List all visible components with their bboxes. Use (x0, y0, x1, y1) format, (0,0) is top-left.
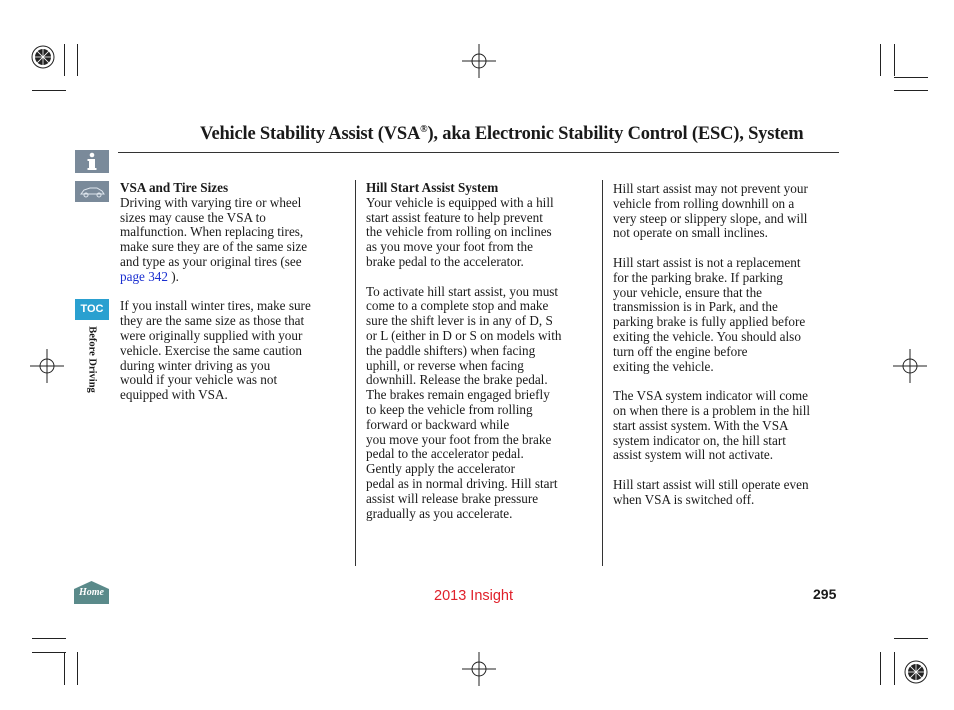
footer-model-name: 2013 Insight (434, 588, 514, 604)
heading-hill-start-assist: Hill Start Assist System (366, 180, 499, 195)
crosshair-top-icon (462, 44, 496, 78)
crosshair-left-icon (30, 349, 64, 383)
col3-paragraph-2: Hill start assist is not a replacement for the parking brake. If parking your vehicle, ensure that the transmission is in Park, and the parking brake is fully applied before exiting the vehicle. You should also turn off the engine before exiting the vehicle. (613, 254, 806, 374)
home-button[interactable] (74, 581, 109, 604)
page-title: Vehicle Stability Assist (VSA®), aka Electronic Stability Control (ESC), System (200, 123, 804, 144)
col3-paragraph-4: Hill start assist will still operate even when VSA is switched off. (613, 476, 809, 507)
heading-vsa-tire-sizes: VSA and Tire Sizes (120, 180, 229, 195)
sunburst-top-left-icon (31, 45, 55, 69)
column-3 (613, 182, 843, 508)
side-tab: Before Driving (86, 326, 98, 393)
column-2 (366, 181, 594, 521)
info-icon[interactable] (75, 150, 109, 173)
crosshair-right-icon (893, 349, 927, 383)
column-divider-1 (355, 180, 356, 566)
sunburst-bottom-right-icon (904, 660, 928, 684)
col1-paragraph-2: If you install winter tires, make sure they are the same size as those that were originally supplied with your vehicle. Exercise the same caution during winter driving as you would if your vehicle was not equipped with VSA. (120, 298, 311, 403)
crosshair-bottom-icon (462, 652, 496, 686)
title-rule (118, 152, 839, 153)
col2-paragraph-1: Your vehicle is equipped with a hill start assist feature to help prevent the vehicle from rolling on inclines as you move your foot from the brake pedal to the accelerator. (366, 194, 554, 269)
column-1 (120, 181, 345, 403)
car-icon (75, 181, 109, 202)
page-342-link[interactable]: page 342 (120, 268, 168, 284)
home-label: Home (79, 587, 104, 598)
col3-paragraph-3: The VSA system indicator will come on when there is a problem in the hill start assist system. With the VSA system indicator on, the hill start assist system will not activate. (613, 388, 811, 463)
col2-paragraph-2: To activate hill start assist, you must come to a complete stop and make sure the shift lever is in any of D, S or L (either in D or S on models with the paddle shifters) when facing uphill, or reverse when facing downhill. Release the brake pedal. The brakes remain engaged briefly to keep the vehicle from rolling forward or backward while you move your foot from the brake pedal to the accelerator pedal. Gently apply the accelerator pedal as in normal driving. Hill start assist will release brake pressure gradually as you accelerate. (366, 283, 562, 521)
toc-label: TOC (80, 303, 104, 315)
column-divider-2 (602, 180, 603, 566)
col1-paragraph-1: Driving with varying tire or wheel sizes may cause the VSA to malfunction. When replacing tires, make sure they are of the same size and type as your original tires (see page 342 ). (120, 194, 308, 284)
col3-paragraph-1: Hill start assist may not prevent your vehicle from rolling downhill on a very steep or slippery slope, and will not operate on small inclines. (613, 181, 808, 241)
page-number: 295 (813, 586, 837, 602)
